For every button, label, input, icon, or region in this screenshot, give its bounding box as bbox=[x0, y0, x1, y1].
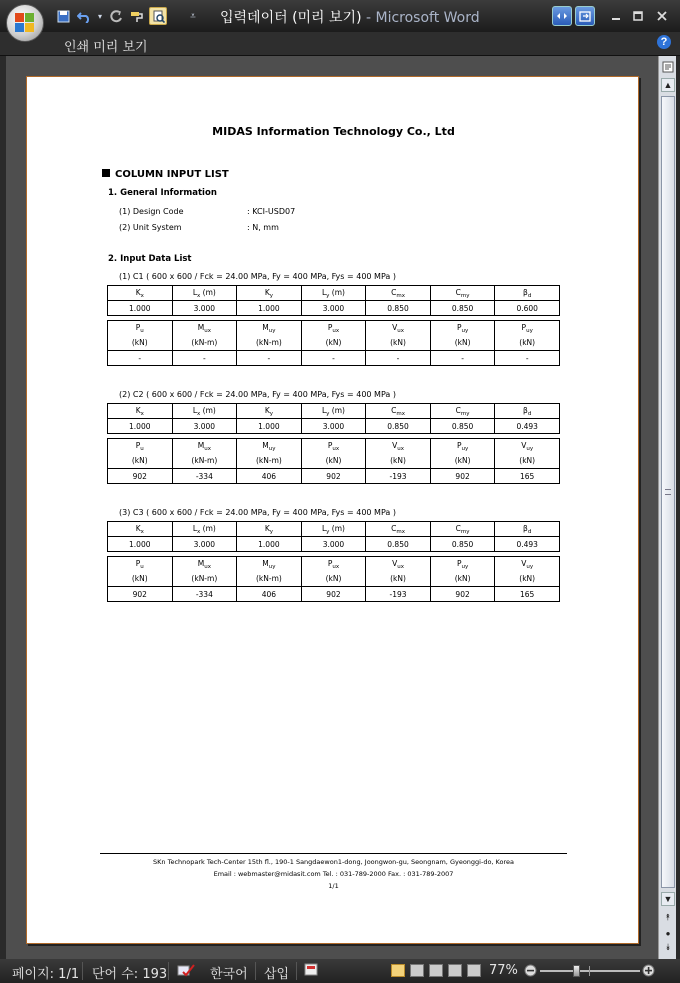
header-cell: $C_{mx}$ bbox=[366, 286, 431, 301]
table-cell: 0.600 bbox=[495, 301, 560, 316]
header-cell: $P_{uy}$ bbox=[430, 321, 495, 336]
unit-cell: (kN) bbox=[301, 454, 366, 469]
header-cell: $M_{ux}$ bbox=[172, 557, 237, 572]
document-title: 입력데이터 (미리 보기) bbox=[220, 10, 362, 26]
table-cell: 0.493 bbox=[495, 419, 560, 434]
unit-cell: (kN) bbox=[366, 336, 431, 351]
table-cell: 0.850 bbox=[430, 301, 495, 316]
header-cell: $L_y$ (m) bbox=[301, 522, 366, 537]
status-word-count[interactable]: 단어 수: 193 bbox=[92, 967, 168, 982]
unit-cell: (kN) bbox=[108, 572, 173, 587]
next-page-icon[interactable]: ⯯ bbox=[665, 941, 671, 952]
table-cell: 406 bbox=[237, 469, 302, 484]
table-header-row bbox=[108, 404, 560, 419]
unit-system-label: (2) Unit System bbox=[119, 223, 182, 232]
table-cell: 3.000 bbox=[301, 419, 366, 434]
header-cell: $K_x$ bbox=[108, 522, 173, 537]
title-bar bbox=[0, 0, 680, 32]
properties-table bbox=[107, 285, 560, 316]
title-separator: - bbox=[361, 10, 376, 26]
header-cell: $M_{uy}$ bbox=[237, 439, 302, 454]
table-cell: 1.000 bbox=[108, 419, 173, 434]
header-cell: $M_{ux}$ bbox=[172, 439, 237, 454]
undo-icon[interactable] bbox=[75, 7, 93, 25]
table-cell: 165 bbox=[495, 587, 560, 602]
table-cell: 902 bbox=[301, 587, 366, 602]
header-cell: $L_x$ (m) bbox=[172, 404, 237, 419]
table-cell: 3.000 bbox=[172, 537, 237, 552]
header-cell: $L_x$ (m) bbox=[172, 522, 237, 537]
table-header-row bbox=[108, 522, 560, 537]
table-cell: 165 bbox=[495, 469, 560, 484]
help-icon[interactable]: ? bbox=[657, 35, 671, 49]
table-cell: 902 bbox=[108, 469, 173, 484]
unit-cell: (kN-m) bbox=[237, 572, 302, 587]
section-title bbox=[102, 169, 229, 180]
customize-qat-icon[interactable]: ⩡ bbox=[190, 10, 196, 22]
header-cell: $V_{ux}$ bbox=[366, 439, 431, 454]
unit-system-value: : N, mm bbox=[247, 223, 279, 232]
table-cell: -193 bbox=[366, 469, 431, 484]
table-cell: 902 bbox=[301, 469, 366, 484]
header-cell: $M_{ux}$ bbox=[172, 321, 237, 336]
unit-cell: (kN-m) bbox=[237, 336, 302, 351]
header-cell: $P_{ux}$ bbox=[301, 321, 366, 336]
section-title-text: COLUMN INPUT LIST bbox=[115, 169, 229, 180]
status-language[interactable]: 한국어 bbox=[210, 967, 248, 982]
table-cell: 0.493 bbox=[495, 537, 560, 552]
preview-page bbox=[26, 76, 639, 944]
header-cell: $C_{mx}$ bbox=[366, 404, 431, 419]
status-bar bbox=[0, 959, 680, 983]
table-cell: 3.000 bbox=[172, 301, 237, 316]
table-cell: -334 bbox=[172, 469, 237, 484]
unit-cell: (kN) bbox=[430, 572, 495, 587]
table-cell: 3.000 bbox=[301, 301, 366, 316]
footer-page-number: 1/1 bbox=[328, 882, 339, 890]
unit-cell: (kN) bbox=[495, 336, 560, 351]
square-bullet-icon bbox=[102, 169, 110, 177]
header-cell: $V_{ux}$ bbox=[366, 321, 431, 336]
properties-table bbox=[107, 521, 560, 552]
app-name: Microsoft Word bbox=[375, 10, 480, 26]
table-cell: - bbox=[108, 351, 173, 366]
header-cell: $K_y$ bbox=[237, 286, 302, 301]
unit-cell: (kN) bbox=[495, 454, 560, 469]
table-cell: 406 bbox=[237, 587, 302, 602]
web-layout-view-icon[interactable] bbox=[429, 964, 443, 977]
zoom-slider-track[interactable] bbox=[540, 970, 640, 972]
unit-cell: (kN) bbox=[430, 454, 495, 469]
unit-cell: (kN-m) bbox=[237, 454, 302, 469]
header-cell: $C_{mx}$ bbox=[366, 522, 431, 537]
unit-cell: (kN-m) bbox=[172, 336, 237, 351]
window-title bbox=[220, 7, 480, 27]
header-cell: $K_x$ bbox=[108, 286, 173, 301]
table-units-row bbox=[108, 454, 560, 469]
header-cell: $V_{ux}$ bbox=[366, 557, 431, 572]
redo-icon[interactable] bbox=[107, 7, 125, 25]
document-workspace bbox=[6, 56, 658, 959]
zoom-level[interactable]: 77% bbox=[489, 963, 518, 978]
forces-table bbox=[107, 438, 560, 484]
zoom-slider-thumb[interactable] bbox=[573, 965, 580, 977]
draft-view-icon[interactable] bbox=[467, 964, 481, 977]
forces-table bbox=[107, 320, 560, 366]
table-cell: -334 bbox=[172, 587, 237, 602]
scroll-thumb[interactable] bbox=[661, 96, 675, 888]
header-cell: $\beta_d$ bbox=[495, 404, 560, 419]
header-cell: $V_{uy}$ bbox=[495, 557, 560, 572]
close-icon[interactable] bbox=[652, 6, 672, 26]
table-header-row bbox=[108, 557, 560, 572]
table-cell: - bbox=[172, 351, 237, 366]
header-cell: $P_{uy}$ bbox=[430, 557, 495, 572]
table-row bbox=[108, 351, 560, 366]
table-cell: 1.000 bbox=[108, 537, 173, 552]
ruler-toggle-icon[interactable] bbox=[661, 60, 675, 74]
office-button-icon bbox=[15, 13, 35, 33]
table-row bbox=[108, 419, 560, 434]
design-code-value: : KCI-USD07 bbox=[247, 207, 296, 216]
maximize-icon[interactable] bbox=[628, 6, 648, 26]
design-code-label: (1) Design Code bbox=[119, 207, 184, 216]
header-cell: $\beta_d$ bbox=[495, 522, 560, 537]
table-cell: 902 bbox=[430, 587, 495, 602]
ribbon-bar bbox=[0, 32, 680, 56]
footer-contact: Email : webmaster@midasit.com Tel. : 031-789-2000 Fax. : 031-789-2007 bbox=[213, 870, 454, 878]
table-cell: 3.000 bbox=[172, 419, 237, 434]
table-cell: 0.850 bbox=[366, 537, 431, 552]
table-units-row bbox=[108, 336, 560, 351]
header-cell: $M_{uy}$ bbox=[237, 321, 302, 336]
table-row bbox=[108, 537, 560, 552]
table-cell: - bbox=[301, 351, 366, 366]
macro-record-icon[interactable] bbox=[304, 963, 318, 980]
forces-table bbox=[107, 556, 560, 602]
unit-cell: (kN) bbox=[366, 454, 431, 469]
header-cell: $P_{ux}$ bbox=[301, 557, 366, 572]
switch-windows-icon[interactable] bbox=[575, 6, 595, 26]
unit-cell: (kN) bbox=[495, 572, 560, 587]
header-cell: $P_{uy}$ bbox=[495, 321, 560, 336]
table-cell: 1.000 bbox=[108, 301, 173, 316]
table-units-row bbox=[108, 572, 560, 587]
header-cell: $M_{uy}$ bbox=[237, 557, 302, 572]
header-cell: $K_y$ bbox=[237, 522, 302, 537]
table-cell: - bbox=[495, 351, 560, 366]
header-cell: $P_{uy}$ bbox=[430, 439, 495, 454]
company-name: MIDAS Information Technology Co., Ltd bbox=[212, 125, 455, 138]
properties-table bbox=[107, 403, 560, 434]
header-cell: $L_x$ (m) bbox=[172, 286, 237, 301]
general-heading: 1. General Information bbox=[108, 188, 217, 198]
unit-cell: (kN) bbox=[301, 336, 366, 351]
previous-page-icon[interactable]: ⯭ bbox=[665, 911, 671, 922]
unit-cell: (kN) bbox=[430, 336, 495, 351]
table-cell: 902 bbox=[108, 587, 173, 602]
table-cell: 3.000 bbox=[301, 537, 366, 552]
header-cell: $P_u$ bbox=[108, 557, 173, 572]
column-caption: (3) C3 ( 600 x 600 / Fck = 24.00 MPa, Fy = 400 MPa, Fys = 400 MPa ) bbox=[119, 508, 396, 517]
scroll-up-icon[interactable]: ▲ bbox=[661, 78, 675, 92]
table-header-row bbox=[108, 439, 560, 454]
table-cell: 0.850 bbox=[430, 419, 495, 434]
minimize-icon[interactable] bbox=[606, 6, 626, 26]
status-page-count[interactable]: 페이지: 1/1 bbox=[12, 967, 80, 982]
header-cell: $C_{my}$ bbox=[430, 404, 495, 419]
format-painter-icon[interactable] bbox=[128, 7, 146, 25]
grip-icon bbox=[665, 489, 671, 495]
table-row bbox=[108, 587, 560, 602]
table-cell: 1.000 bbox=[237, 301, 302, 316]
tab-print-preview[interactable]: 인쇄 미리 보기 bbox=[64, 40, 148, 55]
header-cell: $C_{my}$ bbox=[430, 286, 495, 301]
header-cell: $K_x$ bbox=[108, 404, 173, 419]
table-cell: 0.850 bbox=[366, 301, 431, 316]
header-cell: $P_{ux}$ bbox=[301, 439, 366, 454]
table-cell: 1.000 bbox=[237, 537, 302, 552]
zoom-in-icon[interactable] bbox=[642, 964, 655, 981]
vertical-scrollbar[interactable] bbox=[658, 56, 676, 959]
unit-cell: (kN) bbox=[366, 572, 431, 587]
header-cell: $K_y$ bbox=[237, 404, 302, 419]
column-caption: (1) C1 ( 600 x 600 / Fck = 24.00 MPa, Fy = 400 MPa, Fys = 400 MPa ) bbox=[119, 272, 396, 281]
header-cell: $P_u$ bbox=[108, 321, 173, 336]
table-row bbox=[108, 301, 560, 316]
table-cell: -193 bbox=[366, 587, 431, 602]
column-caption: (2) C2 ( 600 x 600 / Fck = 24.00 MPa, Fy = 400 MPa, Fys = 400 MPa ) bbox=[119, 390, 396, 399]
scroll-down-icon[interactable]: ▼ bbox=[661, 892, 675, 906]
unit-cell: (kN) bbox=[301, 572, 366, 587]
table-cell: 0.850 bbox=[430, 537, 495, 552]
restore-layout-icon[interactable] bbox=[552, 6, 572, 26]
zoom-100-marker bbox=[589, 966, 590, 976]
proofing-icon[interactable] bbox=[177, 963, 195, 981]
table-header-row bbox=[108, 321, 560, 336]
footer-divider bbox=[100, 853, 567, 854]
unit-cell: (kN) bbox=[108, 454, 173, 469]
table-cell: 902 bbox=[430, 469, 495, 484]
print-layout-view-icon[interactable] bbox=[391, 964, 405, 977]
table-cell: - bbox=[237, 351, 302, 366]
header-cell: $P_u$ bbox=[108, 439, 173, 454]
header-cell: $L_y$ (m) bbox=[301, 404, 366, 419]
quick-access-toolbar bbox=[54, 6, 202, 26]
outline-view-icon[interactable] bbox=[448, 964, 462, 977]
browse-object-icon[interactable]: ● bbox=[665, 928, 671, 938]
save-icon[interactable] bbox=[54, 7, 72, 25]
office-button[interactable] bbox=[6, 4, 44, 42]
table-cell: 1.000 bbox=[237, 419, 302, 434]
unit-cell: (kN-m) bbox=[172, 454, 237, 469]
header-cell: $L_y$ (m) bbox=[301, 286, 366, 301]
print-preview-icon[interactable] bbox=[149, 7, 167, 25]
table-cell: - bbox=[366, 351, 431, 366]
zoom-out-icon[interactable] bbox=[524, 964, 537, 981]
table-cell: 0.850 bbox=[366, 419, 431, 434]
footer-address: SKn Technopark Tech-Center 15th fl., 190-1 Sangdaewon1-dong, Joongwon-gu, Seongnam, Gyeonggi-do, Korea bbox=[153, 858, 514, 866]
unit-cell: (kN-m) bbox=[172, 572, 237, 587]
table-row bbox=[108, 469, 560, 484]
header-cell: $\beta_d$ bbox=[495, 286, 560, 301]
undo-dropdown-icon[interactable]: ▾ bbox=[97, 11, 102, 21]
full-screen-reading-view-icon[interactable] bbox=[410, 964, 424, 977]
table-cell: - bbox=[430, 351, 495, 366]
input-heading: 2. Input Data List bbox=[108, 254, 192, 264]
unit-cell: (kN) bbox=[108, 336, 173, 351]
status-insert-mode[interactable]: 삽입 bbox=[264, 967, 290, 982]
header-cell: $C_{my}$ bbox=[430, 522, 495, 537]
table-header-row bbox=[108, 286, 560, 301]
header-cell: $V_{uy}$ bbox=[495, 439, 560, 454]
